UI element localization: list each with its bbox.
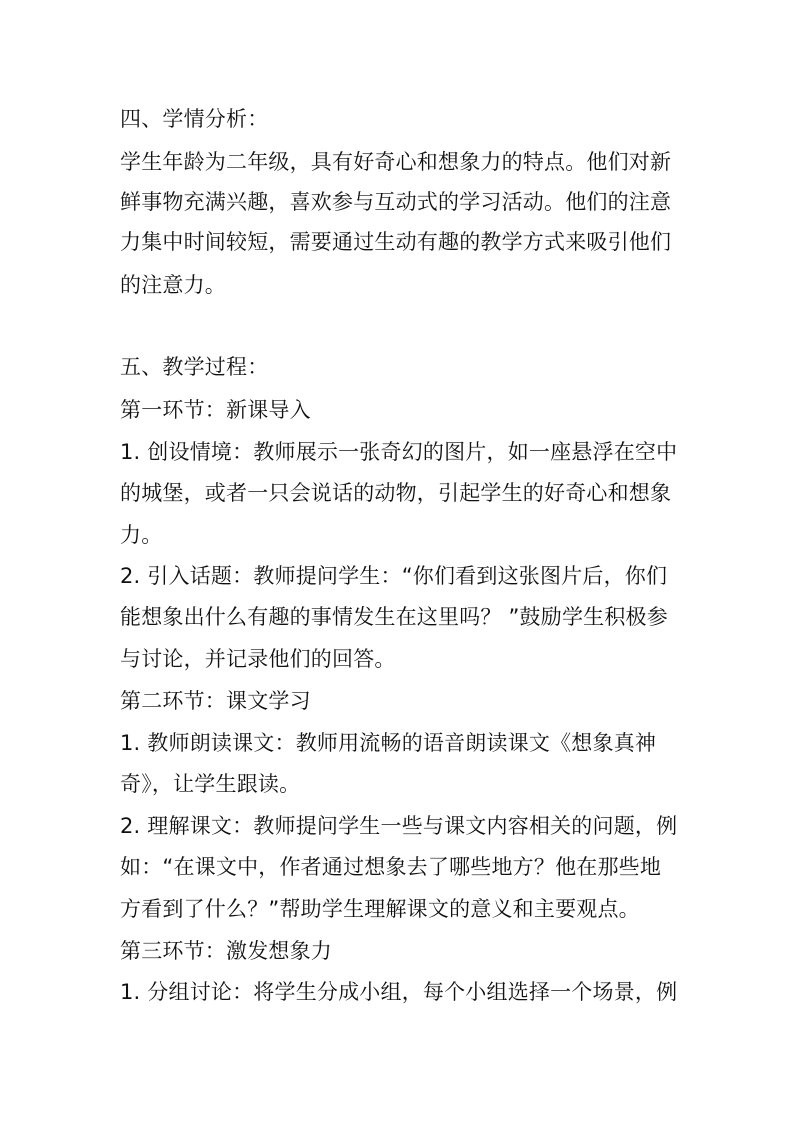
paragraph-line: 力集中时间较短，需要通过生动有趣的教学方式来吸引他们 [120,230,672,254]
list-item-line: 能想象出什么有趣的事情发生在这里吗？ ”鼓励学生积极参 [120,605,668,629]
list-item-line: 方看到了什么？”帮助学生理解课文的意义和主要观点。 [120,897,640,921]
step-title-1: 第一环节：新课导入 [120,398,311,422]
list-item-line: 2. 理解课文：教师提问学生一些与课文内容相关的问题，例 [120,814,678,838]
list-item-line: 与讨论，并记录他们的回答。 [120,647,396,671]
section-heading-teaching-process: 五、教学过程： [120,355,269,379]
list-item-line: 2. 引入话题：教师提问学生：“你们看到这张图片后，你们 [120,564,668,588]
list-item-line: 1. 教师朗读课文：教师用流畅的语音朗读课文《想象真神 [120,731,657,755]
paragraph-line: 学生年龄为二年级，具有好奇心和想象力的特点。他们对新 [120,150,672,174]
list-item-line: 如：“在课文中，作者通过想象去了哪些地方？他在那些地 [120,855,662,879]
step-title-2: 第二环节：课文学习 [120,689,311,713]
list-item-line: 1. 分组讨论：将学生分成小组，每个小组选择一个场景，例 [120,980,678,1004]
section-heading-learner-analysis: 四、学情分析： [120,107,269,131]
paragraph-line: 鲜事物充满兴趣，喜欢参与互动式的学习活动。他们的注意 [120,190,672,214]
step-title-3: 第三环节：激发想象力 [120,939,332,963]
list-item-line: 力。 [120,523,163,547]
list-item-line: 1. 创设情境：教师展示一张奇幻的图片，如一座悬浮在空中 [120,440,678,464]
paragraph-line: 的注意力。 [120,273,226,297]
list-item-line: 奇》，让学生跟读。 [120,772,301,796]
list-item-line: 的城堡，或者一只会说话的动物，引起学生的好奇心和想象 [120,481,672,505]
